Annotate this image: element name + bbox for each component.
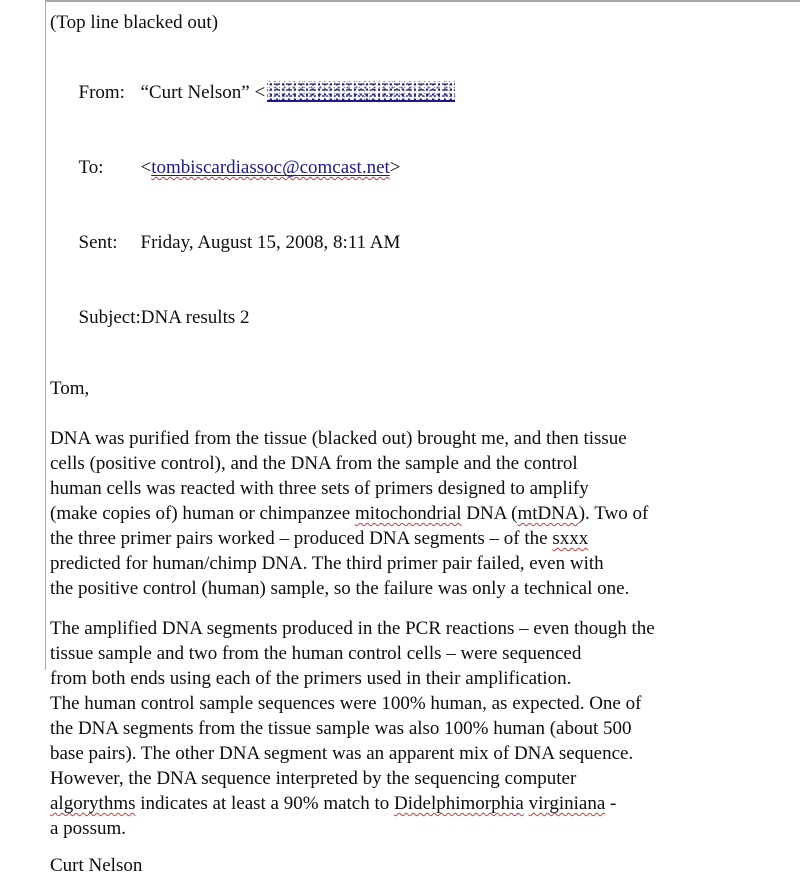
recipient-email-link[interactable]: tombiscardiassoc@comcast.net xyxy=(151,157,390,178)
body-text: tissue sample and two from the human control cells – were sequenced xyxy=(50,643,582,664)
misspelled-word: algorythms xyxy=(50,793,136,814)
paragraph xyxy=(50,616,800,841)
subject-label: Subject: xyxy=(78,307,141,328)
body-text: base pairs). The other DNA segment was an apparent mix of DNA sequence. xyxy=(50,743,634,764)
signature: Curt Nelson xyxy=(50,855,143,876)
to-label: To: xyxy=(78,157,104,178)
body-text: ). Two of xyxy=(578,503,649,524)
body-line xyxy=(50,666,800,691)
to-close-bracket: > xyxy=(389,157,401,178)
misspelled-word: Didelphimorphia xyxy=(394,793,524,814)
email-body xyxy=(50,426,800,841)
body-line xyxy=(50,476,800,501)
body-text: the three primer pairs worked – produced DNA segments – of the xyxy=(50,528,553,549)
from-name: “Curt Nelson” xyxy=(140,82,255,103)
body-line xyxy=(50,576,800,601)
top-redaction-note: (Top line blacked out) xyxy=(50,12,219,33)
body-text: However, the DNA sequence interpreted by the sequencing computer xyxy=(50,768,577,789)
body-line xyxy=(50,716,800,741)
misspelled-word: virginiana xyxy=(528,793,606,814)
body-line xyxy=(50,791,800,816)
body-text: the DNA segments from the tissue sample was also 100% human (about 500 xyxy=(50,718,632,739)
body-text: a possum. xyxy=(50,818,126,839)
body-line xyxy=(50,426,800,451)
paragraph xyxy=(50,426,800,601)
redacted-sender-email-scribble xyxy=(267,81,455,102)
body-text: The human control sample sequences were 100% human, as expected. One of xyxy=(50,693,642,714)
misspelled-word: mtDNA xyxy=(517,503,579,524)
body-line xyxy=(50,741,800,766)
body-line xyxy=(50,501,800,526)
body-line xyxy=(50,526,800,551)
misspelled-word: mitochondrial xyxy=(354,503,462,524)
body-line xyxy=(50,451,800,476)
body-text: the positive control (human) sample, so the failure was only a technical one. xyxy=(50,578,630,599)
to-open-bracket: < xyxy=(140,157,152,178)
body-text: DNA was purified from the tissue (blacked out) brought me, and then tissue xyxy=(50,428,627,449)
page-frame xyxy=(45,0,800,876)
body-line xyxy=(50,616,800,641)
from-open-bracket: < xyxy=(254,82,266,103)
misspelled-word: sxxx xyxy=(552,528,589,549)
body-line xyxy=(50,766,800,791)
sent-label: Sent: xyxy=(78,232,118,253)
spellcheck-wrap xyxy=(151,157,390,178)
email-header xyxy=(50,55,800,355)
body-text: human cells was reacted with three sets of primers designed to amplify xyxy=(50,478,589,499)
header-row-from xyxy=(50,55,800,130)
body-text: (make copies of) human or chimpanzee xyxy=(50,503,355,524)
greeting: Tom, xyxy=(50,378,90,399)
body-text: The amplified DNA segments produced in the PCR reactions – even though the xyxy=(50,618,655,639)
body-text: from both ends using each of the primers used in their amplification. xyxy=(50,668,572,689)
body-text: DNA ( xyxy=(461,503,518,524)
body-text: cells (positive control), and the DNA from the sample and the control xyxy=(50,453,578,474)
body-line xyxy=(50,641,800,666)
body-line xyxy=(50,551,800,576)
body-text: - xyxy=(605,793,617,814)
body-line xyxy=(50,691,800,716)
header-row-to xyxy=(50,130,800,205)
body-line xyxy=(50,816,800,841)
sent-value: Friday, August 15, 2008, 8:11 AM xyxy=(140,232,401,253)
header-row-sent xyxy=(50,205,800,280)
header-row-subject xyxy=(50,280,800,355)
from-label: From: xyxy=(78,82,125,103)
body-text: indicates at least a 90% match to xyxy=(135,793,395,814)
body-text: predicted for human/chimp DNA. The third primer pair failed, even with xyxy=(50,553,604,574)
subject-value: DNA results 2 xyxy=(140,307,250,328)
